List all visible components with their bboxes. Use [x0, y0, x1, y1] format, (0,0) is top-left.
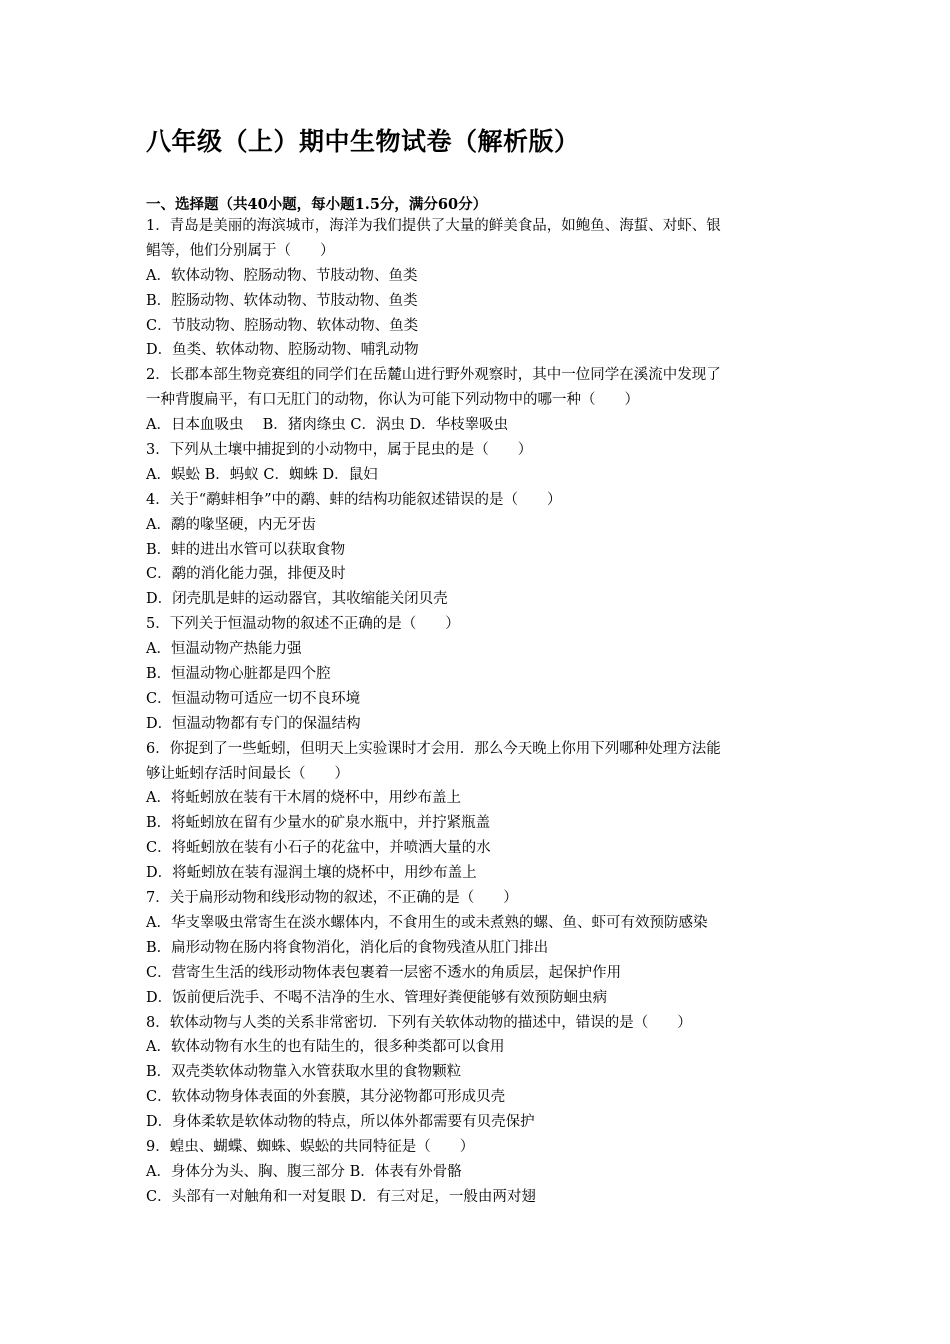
page-title: 八年级（上）期中生物试卷（解析版）	[146, 127, 580, 156]
text-line: A．鹬的喙坚硬，内无牙齿	[146, 516, 316, 533]
text-line: D．身体柔软是软体动物的特点，所以体外都需要有贝壳保护	[146, 1114, 535, 1131]
text-line: A．软体动物有水生的也有陆生的，很多种类都可以食用	[146, 1039, 505, 1056]
text-line: A．软体动物、腔肠动物、节肢动物、鱼类	[146, 267, 418, 284]
text-line: 鲳等，他们分别属于（ ）	[146, 242, 335, 259]
text-line: C．恒温动物可适应一切不良环境	[146, 690, 361, 707]
text-line: D．恒温动物都有专门的保温结构	[146, 715, 361, 732]
text-line: A．华支睾吸虫常寄生在淡水螺体内，不食用生的或未煮熟的螺、鱼、虾可有效预防感染	[146, 914, 708, 931]
text-line: 8．软体动物与人类的关系非常密切．下列有关软体动物的描述中，错误的是（ ）	[146, 1014, 692, 1031]
text-line: D．鱼类、软体动物、腔肠动物、哺乳动物	[146, 342, 419, 359]
text-line: A．恒温动物产热能力强	[146, 641, 302, 658]
text-line: D．闭壳肌是蚌的运动器官，其收缩能关闭贝壳	[146, 591, 448, 608]
text-line: C．营寄生生活的线形动物体表包裹着一层密不透水的角质层，起保护作用	[146, 964, 622, 981]
text-line: B．双壳类软体动物靠入水管获取水里的食物颗粒	[146, 1064, 462, 1081]
text-line: 一种背腹扁平，有口无肛门的动物，你认为可能下列动物中的哪一种（ ）	[146, 392, 639, 409]
text-line: B．蚌的进出水管可以获取食物	[146, 541, 346, 558]
text-line: B．扁形动物在肠内将食物消化，消化后的食物残渣从肛门排出	[146, 939, 549, 956]
text-line: 6．你捉到了一些蚯蚓，但明天上实验课时才会用．那么今天晚上你用下列哪种处理方法能	[146, 740, 721, 757]
text-line: A．蜈蚣 B．蚂蚁 C．蜘蛛 D．鼠妇	[146, 466, 378, 483]
text-line: 够让蚯蚓存活时间最长（ ）	[146, 765, 349, 782]
text-line: 3．下列从土壤中捕捉到的小动物中，属于昆虫的是（ ）	[146, 442, 533, 459]
text-line: 1．青岛是美丽的海滨城市，海洋为我们提供了大量的鲜美食品，如鲍鱼、海蜇、对虾、银	[146, 218, 721, 234]
text-line: 9．蝗虫、蝴蝶、蜘蛛、蜈蚣的共同特征是（ ）	[146, 1138, 475, 1155]
text-line: B．腔肠动物、软体动物、节肢动物、鱼类	[146, 292, 418, 309]
text-line: 7．关于扁形动物和线形动物的叙述，不正确的是（ ）	[146, 890, 518, 907]
text-line: 2．长郡本部生物竞赛组的同学们在岳麓山进行野外观察时，其中一位同学在溪流中发现了	[146, 367, 721, 384]
section-heading: 一、选择题（共40小题，每小题1.5分，满分60分）	[146, 196, 488, 213]
text-line: B．恒温动物心脏都是四个腔	[146, 666, 331, 683]
text-line: C．将蚯蚓放在装有小石子的花盆中，并喷洒大量的水	[146, 840, 491, 857]
text-line: C．软体动物身体表面的外套膜，其分泌物都可形成贝壳	[146, 1089, 506, 1106]
text-line: D．将蚯蚓放在装有湿润土壤的烧杯中，用纱布盖上	[146, 865, 477, 882]
text-line: D．饭前便后洗手、不喝不洁净的生水、管理好粪便能够有效预防蛔虫病	[146, 989, 608, 1006]
text-line: B．将蚯蚓放在留有少量水的矿泉水瓶中，并拧紧瓶盖	[146, 815, 491, 832]
question-body	[146, 214, 816, 1210]
text-line: A．日本血吸虫 B．猪肉绦虫 C．涡虫 D．华枝睾吸虫	[146, 417, 509, 434]
text-line: A．将蚯蚓放在装有干木屑的烧杯中，用纱布盖上	[146, 790, 461, 807]
text-line: A．身体分为头、胸、腹三部分 B．体表有外骨骼	[146, 1163, 462, 1180]
text-line: C．头部有一对触角和一对复眼 D．有三对足，一般由两对翅	[146, 1188, 536, 1205]
text-line: 5．下列关于恒温动物的叙述不正确的是（ ）	[146, 616, 460, 633]
text-line: 4．关于“鹬蚌相争”中的鹬、蚌的结构功能叙述错误的是（ ）	[146, 491, 562, 508]
text-line: C．节肢动物、腔肠动物、软体动物、鱼类	[146, 317, 419, 334]
text-line: C．鹬的消化能力强，排便及时	[146, 566, 346, 583]
